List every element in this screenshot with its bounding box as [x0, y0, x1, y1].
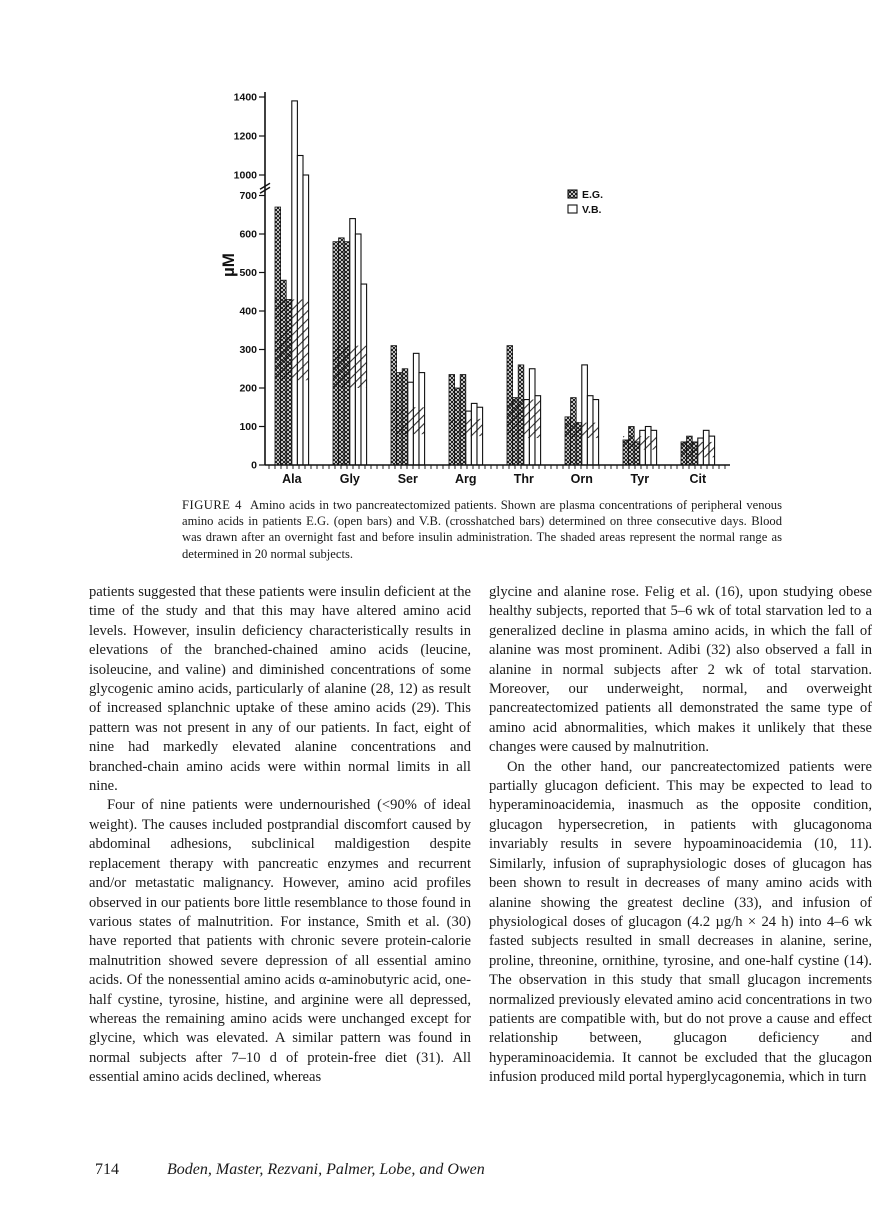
bar-vb — [582, 365, 588, 465]
legend-label: E.G. — [582, 189, 604, 201]
x-tick-label: Gly — [339, 472, 360, 486]
figure-caption — [182, 497, 782, 562]
x-tick-label: Tyr — [630, 472, 650, 486]
x-tick-label: Ala — [282, 472, 302, 486]
normal-range-band — [449, 419, 483, 436]
y-tick-label: 400 — [239, 305, 257, 318]
figure-caption-text: Amino acids in two pancreatectomized patients. Shown are plasma concentrations of peripheral venous amino acids in patients E.G. (open bars) and V.B. (crosshatched bars) determined on three consecutive days. Blood was drawn after an overnight fast and before insulin administration. The shaded areas represent the normal range as determined in 20 normal subjects. — [182, 498, 782, 561]
x-tick-label: Cit — [689, 472, 707, 486]
y-tick-label: 600 — [239, 228, 257, 241]
page-footer — [95, 1161, 485, 1179]
page-number: 714 — [95, 1161, 119, 1178]
x-tick-label: Orn — [570, 472, 593, 486]
normal-range-band — [507, 400, 541, 439]
y-axis-label: µM — [219, 253, 238, 277]
bar-vb — [292, 101, 298, 465]
paragraph: Four of nine patients were undernourished (<90% of ideal weight). The causes included postprandial discomfort caused by abdominal adhesions, subclinical maldigestion despite replacement therapy with pancreatic enzymes and recurrent and/or metastatic malignancy. However, amino acid profiles observed in our patients bore little resemblance to those found in various states of malnutrition. For instance, Smith et al. (30) have reported that patients with chronic severe protein-calorie malnutrition showed severe depression of all essential amino acids. Of the nonessential amino acids α-aminobutyric acid, one-half cystine, tyrosine, histine, and arginine were all depressed, whereas the remaining amino acids were unchanged except for glycine, which was elevated. A similar pattern was found in normal subjects after 7–10 d of protein-free diet (31). All essential amino acids declined, whereas — [89, 797, 471, 1086]
y-tick-label: 1200 — [233, 130, 257, 143]
legend-swatch — [568, 205, 577, 213]
normal-range-band — [623, 436, 657, 449]
normal-range-band — [565, 423, 599, 438]
x-tick-label: Ser — [397, 472, 418, 486]
y-tick-label: 200 — [239, 382, 257, 395]
paragraph: glycine and alanine rose. Felig et al. (16), upon studying obese healthy subjects, reported that 5–6 wk of total starvation led to a generalized decline in plasma amino acids, in which the fall of alanine was most prominent. Adibi (32) also observed a fall in alanine in normal subjects after 2 wk of total starvation. Moreover, our underweight, normal, and overweight pancreatectomized patients all demonstrated the same type of amino acid abnormalities, which makes it unlikely that these changes were caused by malnutrition. — [489, 584, 872, 756]
normal-range-band — [333, 346, 367, 388]
normal-range-band — [391, 407, 425, 434]
y-tick-label: 1000 — [233, 169, 257, 182]
legend-label: V.B. — [582, 204, 602, 216]
normal-range-band — [681, 442, 715, 457]
x-tick-label: Thr — [513, 472, 534, 486]
y-tick-label: 100 — [239, 421, 257, 433]
amino-acid-bar-chart — [200, 70, 760, 490]
bar-eg — [391, 346, 397, 465]
legend-swatch — [568, 190, 577, 198]
paragraph: patients suggested that these patients were insulin deficient at the time of the study and that this may have altered amino acid levels. However, insulin deficiency characteristically results in elevations of the branched-chained amino acids (leucine, isoleucine, and valine) and diminished concentrations of some glycogenic amino acids, particularly of alanine (28, 12) as result of increased splanchnic uptake of these amino acids (29). This pattern was not present in any of our patients. In fact, eight of nine had markedly elevated alanine concentrations and branched-chain amino acids were within normal limits in all nine. — [89, 584, 471, 795]
x-tick-label: Arg — [455, 472, 477, 486]
normal-range-band — [275, 299, 309, 380]
y-tick-label: 300 — [239, 344, 257, 356]
y-tick-label: 1400 — [233, 91, 257, 104]
bar-vb — [350, 219, 356, 465]
right-text-column — [489, 583, 872, 1088]
left-text-column — [89, 583, 471, 1088]
y-tick-label: 0 — [251, 459, 257, 472]
y-tick-label: 700 — [239, 190, 257, 202]
author-list: Boden, Master, Rezvani, Palmer, Lobe, and Owen — [167, 1161, 485, 1178]
y-tick-label: 500 — [239, 267, 257, 279]
figure-caption-label: FIGURE 4 — [182, 498, 242, 512]
paragraph: On the other hand, our pancreatectomized patients were partially glucagon deficient. This may be expected to lead to hyperaminoacidemia, inasmuch as the opposite condition, glucagon hypersecretion, in patients with glucagonoma invariably results in severe hypoaminoacidemia (10, 11). Similarly, infusion of supraphysiologic doses of glucagon has been shown to result in decreases of many amino acids with alanine showing the greatest decline (33), and infusion of physiological doses of glucagon (4.2 µg/h × 24 h) into 4–6 wk fasted subjects resulted in small decreases in alanine, serine, proline, threonine, ornithine, tyrosine, and one-half cystine (14). The observation in this study that small glucagon increments normalized previously elevated amino acid concentrations in two patients are compatible with, but do not prove a cause and effect relationship between, glucagon deficiency and hyperaminoacidemia. It cannot be excluded that the glucagon infusion produced mild portal hyperglycagonemia, which in turn — [489, 758, 872, 1086]
